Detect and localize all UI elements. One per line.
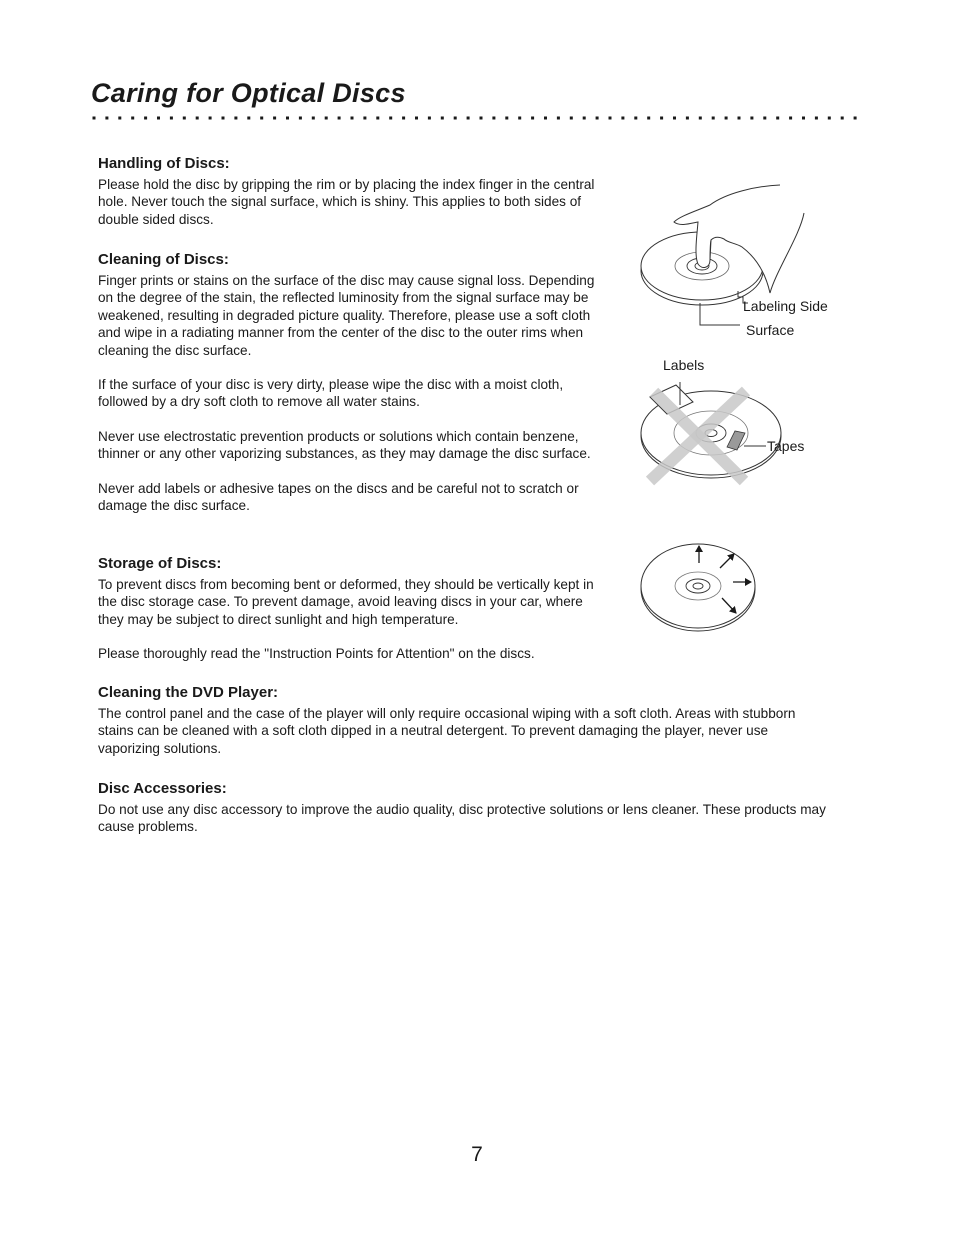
hand-holding-disc-illustration [630,175,845,345]
figure-no-labels [636,355,816,490]
paragraph: To prevent discs from becoming bent or deformed, they should be vertically kept in the disc storage case. To prevent damage, avoid leaving discs in your car, where they may be subject to direct sunlight and high temperature. [98,577,594,627]
section-accessories [98,780,833,853]
paragraph: Please thoroughly read the "Instruction Points for Attention" on the discs. [98,646,535,662]
section-heading: Disc Accessories: [98,780,227,797]
tapes-label: Tapes [767,438,805,454]
section-heading: Cleaning the DVD Player: [98,684,279,701]
figure-handling-disc [630,175,845,345]
dotted-divider [91,114,859,122]
labeling-side-label: Labeling Side [743,298,828,314]
section-heading: Storage of Discs: [98,555,222,572]
labels-label: Labels [663,357,705,373]
section-cleaning-player [98,684,833,774]
paragraph: If the surface of your disc is very dirty, please wipe the disc with a moist cloth, followed by a dry soft cloth to remove all water stains. [98,377,564,410]
crossed-disc-illustration [636,355,816,490]
section-cleaning-discs [98,251,610,531]
paragraph: Never add labels or adhesive tapes on the discs and be careful not to scratch or damage the disc surface. [98,480,579,514]
paragraph: The control panel and the case of the player will only require occasional wiping with a soft cloth. Areas with stubborn stains can be cleaned with a soft cloth dipped in a neutral detergent. To prevent damaging the player, never use vaporizing solutions. [98,706,796,756]
radial-wipe-disc-illustration [636,538,766,636]
page-number: 7 [471,1143,483,1166]
paragraph: Finger prints or stains on the surface of the disc may cause signal loss. Depending on the degree of the stain, the reflected luminosity from the signal surface may be weakened, resulting in degraded picture quality. Therefore, please use a soft cloth and wipe in a radiating manner from the center of the disc to the outer rims when cleaning the disc surface. [98,273,595,358]
section-storage [98,555,610,680]
section-heading: Cleaning of Discs: [98,251,229,268]
figure-wiping-direction [636,538,766,636]
page-title: Caring for Optical Discs [91,78,406,108]
surface-label: Surface [746,322,795,338]
paragraph: Please hold the disc by gripping the rim or by placing the index finger in the central hole. Never touch the signal surface, which is shiny. This applies to both sides of double sided discs. [98,177,595,227]
section-heading: Handling of Discs: [98,155,230,172]
paragraph: Never use electrostatic prevention products or solutions which contain benzene, thinner or any other vaporizing substances, as they may damage the disc surface. [98,428,591,462]
section-handling [98,155,610,245]
paragraph: Do not use any disc accessory to improve the audio quality, disc protective solutions or lens cleaner. These products may cause problems. [98,802,826,835]
